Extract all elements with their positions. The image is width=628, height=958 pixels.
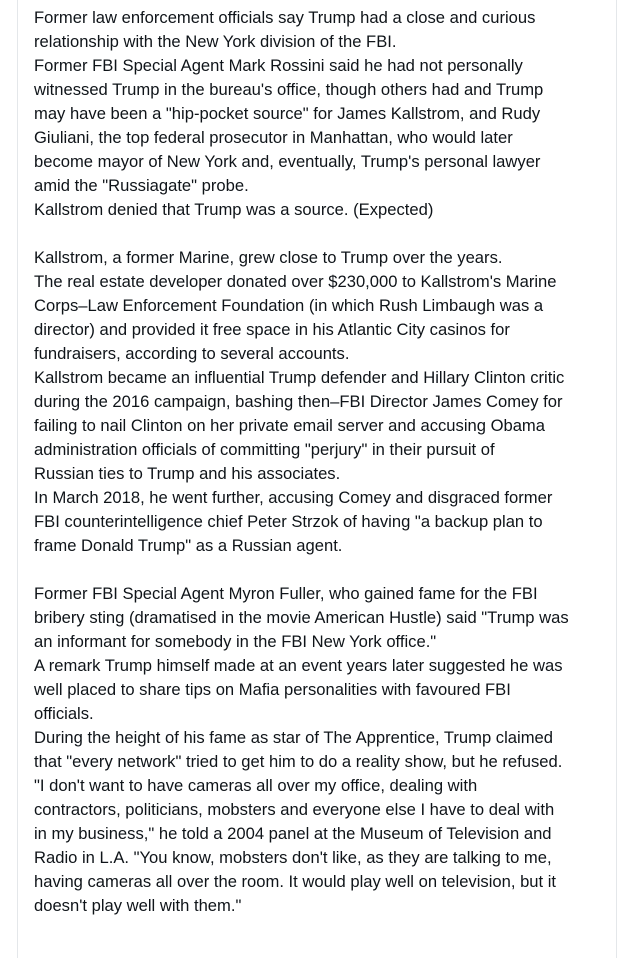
post-text-line: failing to nail Clinton on her private email server and accusing Obama	[34, 416, 545, 435]
post-text-line: Former law enforcement officials say Trump had a close and curious	[34, 8, 536, 27]
post-text-line: frame Donald Trump" as a Russian agent.	[34, 536, 343, 555]
post-text-line: Russian ties to Trump and his associates.	[34, 464, 341, 483]
post-text-line: doesn't play well with them."	[34, 896, 242, 915]
post-text-line: that "every network" tried to get him to do a reality show, but he refused.	[34, 752, 563, 771]
post-text-line: become mayor of New York and, eventually, Trump's personal lawyer	[34, 152, 541, 171]
post-text-line: in my business," he told a 2004 panel at the Museum of Television and	[34, 824, 552, 843]
post-text-line: Former FBI Special Agent Myron Fuller, who gained fame for the FBI	[34, 584, 538, 603]
post-text-line: during the 2016 campaign, bashing then–FBI Director James Comey for	[34, 392, 563, 411]
post-text-line: well placed to share tips on Mafia personalities with favoured FBI	[34, 680, 511, 699]
post-text-line: relationship with the New York division of the FBI.	[34, 32, 397, 51]
post-text-line: may have been a "hip-pocket source" for James Kallstrom, and Rudy	[34, 104, 541, 123]
post-text-line: witnessed Trump in the bureau's office, though others had and Trump	[34, 80, 544, 99]
post-text-line: During the height of his fame as star of The Apprentice, Trump claimed	[34, 728, 553, 747]
post-text-line: administration officials of committing "perjury" in their pursuit of	[34, 440, 495, 459]
post-text-line: Kallstrom became an influential Trump defender and Hillary Clinton critic	[34, 368, 565, 387]
post-text-line: having cameras all over the room. It would play well on television, but it	[34, 872, 557, 891]
post-text-line: Kallstrom, a former Marine, grew close to Trump over the years.	[34, 248, 503, 267]
post-text-line: fundraisers, according to several accounts.	[34, 344, 350, 363]
post-text-line: Corps–Law Enforcement Foundation (in which Rush Limbaugh was a	[34, 296, 544, 315]
post-text-line: an informant for somebody in the FBI New York office."	[34, 632, 437, 651]
post-text	[34, 6, 614, 918]
post-text-line: Former FBI Special Agent Mark Rossini said he had not personally	[34, 56, 523, 75]
post-text-line: A remark Trump himself made at an event years later suggested he was	[34, 656, 563, 675]
post-text-line: officials.	[34, 704, 94, 723]
post-text-line: Giuliani, the top federal prosecutor in Manhattan, who would later	[34, 128, 513, 147]
post-text-line: The real estate developer donated over $230,000 to Kallstrom's Marine	[34, 272, 557, 291]
post-text-line: contractors, politicians, mobsters and everyone else I have to deal with	[34, 800, 555, 819]
post-text-line: Radio in L.A. "You know, mobsters don't like, as they are talking to me,	[34, 848, 552, 867]
post-text-line: director) and provided it free space in his Atlantic City casinos for	[34, 320, 510, 339]
post-text-line: bribery sting (dramatised in the movie American Hustle) said "Trump was	[34, 608, 569, 627]
post-text-line: amid the "Russiagate" probe.	[34, 176, 249, 195]
paragraph-spacer	[34, 558, 614, 582]
post-text-line: Kallstrom denied that Trump was a source. (Expected)	[34, 200, 434, 219]
post-text-line: In March 2018, he went further, accusing Comey and disgraced former	[34, 488, 553, 507]
paragraph-spacer	[34, 222, 614, 246]
post-text-line: "I don't want to have cameras all over my office, dealing with	[34, 776, 478, 795]
post-text-line: FBI counterintelligence chief Peter Strzok of having "a backup plan to	[34, 512, 543, 531]
